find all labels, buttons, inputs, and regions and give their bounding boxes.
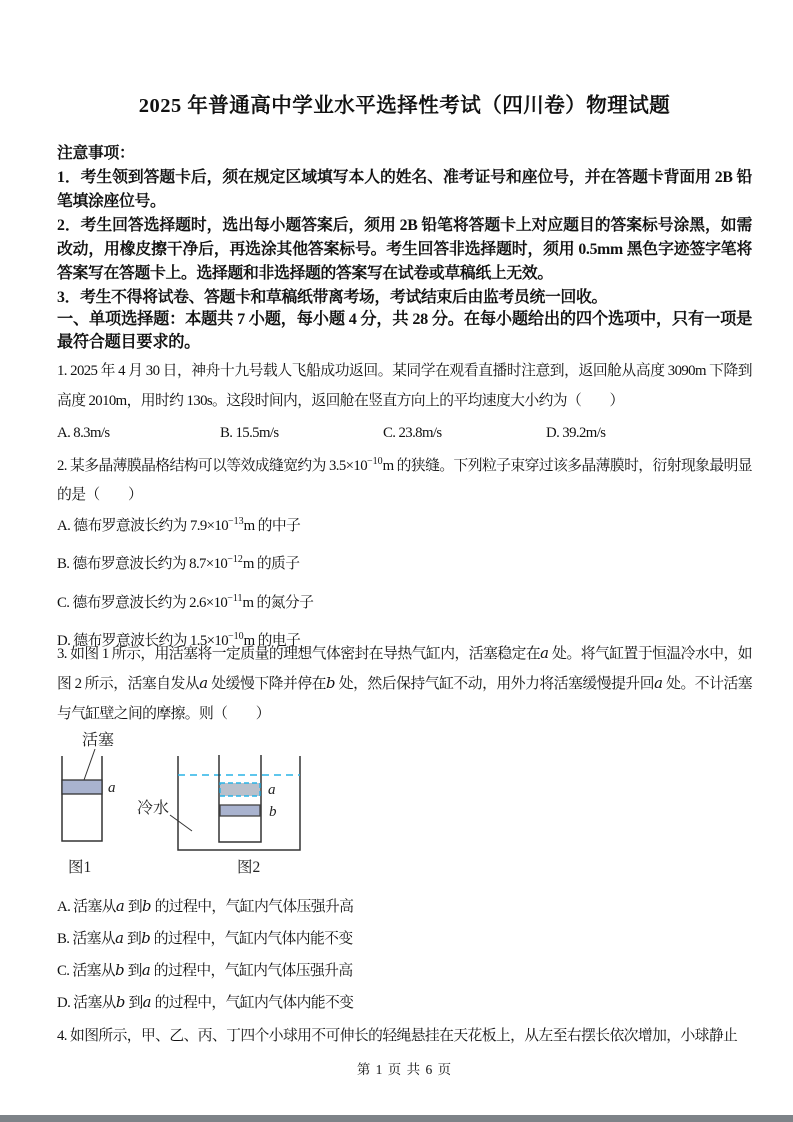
q3-stem-text-2: 处。将气缸置于恒温冷水中，如图 2 所示，活塞自发从 [57,646,752,692]
q2-option-c-text-2: m 的氮分子 [242,594,314,611]
q3-option-b [57,923,752,955]
fig1-cylinder [62,756,102,841]
q3-stem-var-b: b [326,675,336,692]
q3-stem-var-a2: a [199,675,209,692]
fig2-inner-cylinder [219,755,261,842]
q3-option-b-mid: 到 [123,931,142,947]
q2-option-d-text-2: m 的电子 [243,633,301,650]
q3-option-b-text: B. 活塞从 [57,931,116,947]
q3-option-b-var2: b [141,930,151,947]
question-2-stem [57,447,752,510]
fig2-caption: 图2 [237,859,261,876]
fig1-piston-rect [62,780,102,794]
cylinder-piston-diagram [57,724,307,876]
q3-option-c-var2: a [141,962,151,979]
q3-option-c [57,955,752,987]
question-3-options [57,891,752,1019]
q3-option-a [57,891,752,923]
q2-option-c-text: C. 德布罗意波长约为 2.6×10 [57,594,228,611]
q2-option-d-exponent: −10 [228,631,244,643]
q1-option-a: A. 8.3m/s [57,425,110,441]
q3-stem-text: 3. 如图 1 所示，用活塞将一定质量的理想气体密封在导热气缸内，活塞稳定在 [57,646,541,662]
q2-option-a-text-2: m 的中子 [243,517,301,534]
q3-option-b-var1: a [115,930,124,947]
q2-option-a [57,505,752,543]
q3-stem-text-3: 处缓慢下降并停在 [208,676,327,692]
q3-option-c-var1: b [115,962,125,979]
piston-leader-line [84,749,95,780]
q2-option-a-text: A. 德布罗意波长约为 7.9×10 [57,517,228,534]
fig1-position-a-label: a [108,780,116,796]
q3-option-c-text: C. 活塞从 [57,963,116,979]
question-2-options [57,505,752,659]
notice-heading: 注意事项： [57,145,135,162]
q3-option-c-text-2: 的过程中，气缸内气体压强升高 [150,963,353,979]
q3-option-a-mid: 到 [124,899,143,915]
q3-option-d-mid: 到 [125,995,143,1011]
q3-option-b-text-2: 的过程中，气缸内气体内能不变 [150,931,353,947]
q3-option-a-text-2: 的过程中，气缸内气体压强升高 [151,899,354,915]
notice-item-1: 1．考生领到答题卡后，须在规定区域填写本人的姓名、准考证号和座位号，并在答题卡背面用 2B 铅笔填涂座位号。 [57,169,752,210]
section-1-heading: 一、单项选择题：本题共 7 小题，每小题 4 分，共 28 分。在每小题给出的四个选项中，只有一项是最符合题目要求的。 [57,310,752,351]
question-3-stem [57,639,752,729]
question-1-options [57,418,752,448]
q2-option-c [57,582,752,620]
q3-option-d [57,987,752,1019]
notice-section [57,142,752,310]
q3-stem-text-4: 处，然后保持气缸不动，用外力将活塞缓慢提升回 [335,676,655,692]
q3-stem-var-a: a [540,645,549,662]
question-3-figure [57,724,752,878]
fig2-position-a-label: a [268,782,276,798]
fig2-piston-ghost-at-a [220,783,260,796]
q2-option-b-exponent: −12 [227,554,243,566]
q3-option-a-text: A. 活塞从 [57,899,116,915]
q3-option-a-var1: a [115,898,125,915]
notice-item-3: 3．考生不得将试卷、答题卡和草稿纸带离考场，考试结束后由监考员统一回收。 [57,289,607,306]
q2-stem-text: 2. 某多晶薄膜晶格结构可以等效成缝宽约为 3.5×10 [57,457,368,474]
page-title: 2025 年普通高中学业水平选择性考试（四川卷）物理试题 [138,95,671,117]
q2-option-b-text: B. 德布罗意波长约为 8.7×10 [57,556,228,573]
q2-option-a-exponent: −13 [228,516,244,527]
q1-option-d: D. 39.2m/s [546,425,606,441]
cold-water-leader-line [170,815,192,831]
q1-option-c: C. 23.8m/s [383,425,442,441]
q2-option-b [57,543,752,581]
q3-stem-text-5: 处。不计活塞与气缸壁之间的摩擦。则（ ） [57,676,753,722]
notice-item-2: 2．考生回答选择题时，选出每小题答案后，须用 2B 铅笔将答题卡上对应题目的答案标号涂黑，如需改动，用橡皮擦干净后，再选涂其他答案标号。考生回答非选择题时，须用 0.5mm 黑色字迹签字笔将答案写在答题卡上。选择题和非选择题的答案写在试卷或草稿纸上无效。 [57,217,752,282]
q1-option-b: B. 15.5m/s [220,425,279,441]
q3-option-d-var2: a [142,994,152,1011]
q2-stem-text-2: m 的狭缝。下列粒子束穿过该多晶薄膜时，衍射现象最明显的是（ ） [57,457,752,503]
q3-stem-var-a3: a [654,675,663,692]
fig2-piston-at-b [220,805,260,816]
question-1-stem: 1. 2025 年 4 月 30 日，神舟十九号载人飞船成功返回。某同学在观看直播时注意到，返回舱从高度 3090m 下降到高度 2010m，用时约 130s。这段时间内，返回舱在竖直方向上的平均速度大小约为（ ） [57,363,752,409]
q3-option-d-text-2: 的过程中，气缸内气体内能不变 [151,995,354,1011]
q2-stem-exponent: −10 [367,456,383,467]
q2-option-c-exponent: −11 [227,592,243,604]
fig2-water-tank [178,756,300,850]
q3-option-c-mid: 到 [124,963,142,979]
page-footer: 第 1 页 共 6 页 [356,1062,453,1077]
cold-water-label: 冷水 [137,800,170,817]
page-bottom-edge [0,1115,793,1122]
q3-option-a-var2: b [142,898,152,915]
question-4-stem: 4. 如图所示，甲、乙、丙、丁四个小球用不可伸长的轻绳悬挂在天花板上，从左至右摆长依次增加，小球静止 [57,1028,738,1044]
q3-option-d-var1: b [115,994,126,1011]
q3-option-d-text: D. 活塞从 [57,995,116,1011]
fig1-caption: 图1 [68,859,92,876]
piston-label: 活塞 [82,732,115,749]
q2-option-b-text-2: m 的质子 [242,556,300,573]
q2-option-d-text: D. 德布罗意波长约为 1.5×10 [57,633,228,650]
fig2-position-b-label: b [269,804,277,820]
